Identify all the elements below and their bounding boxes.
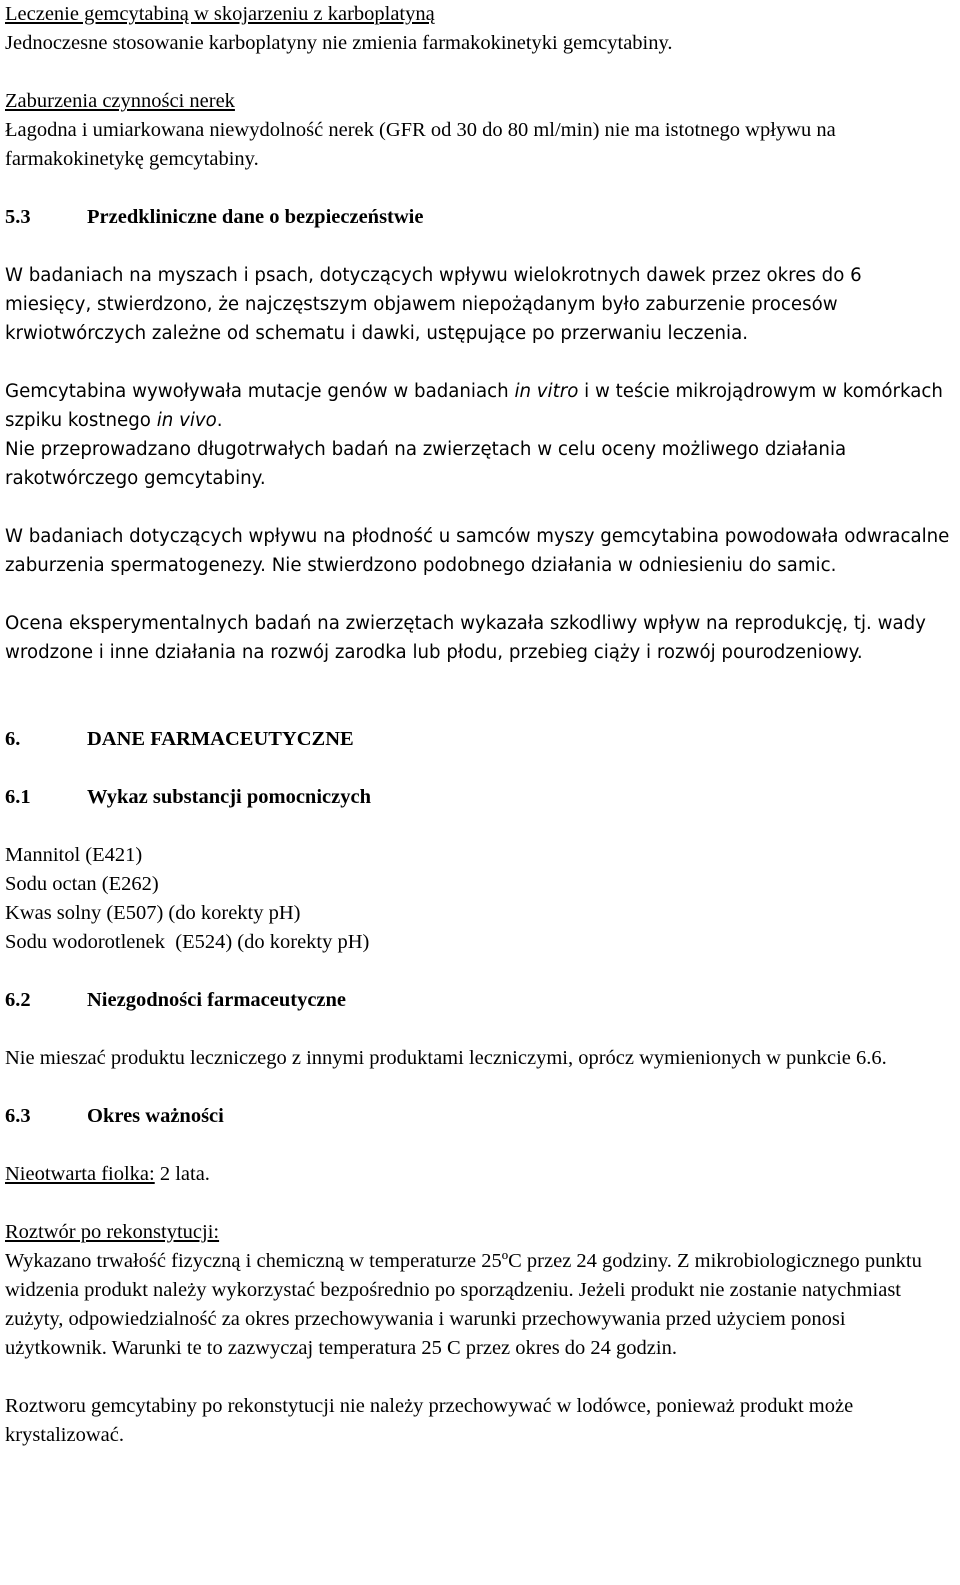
excipient-item: Mannitol (E421) (5, 844, 143, 866)
section-title: Przedkliniczne dane o bezpieczeństwie (87, 206, 424, 228)
section-number: 6.2 (5, 989, 31, 1011)
incompatibilities-text: Nie mieszać produktu leczniczego z innymi produktami leczniczymi, oprócz wymienionych w punkcie 6.6. (5, 1047, 887, 1069)
excipient-item: Sodu octan (E262) (5, 873, 159, 895)
section-6-2-heading (5, 986, 950, 1015)
reconstitution-text: Wykazano trwałość fizyczną i chemiczną w temperaturze 25ºC przez 24 godziny. Z mikrobiologicznego punktu widzenia produkt należy wykorzystać bezpośrednio po sporządzeniu. Jeżeli produkt nie zostanie natychmiast zużyty, odpowiedzialność za okres przechowywania i warunki przechowywania przed użyciem ponosi użytkownik. Warunki te to zazwyczaj temperatura 25 C przez okres do 24 godzin. (5, 1250, 922, 1359)
preclinical-paragraph-5: Ocena eksperymentalnych badań na zwierzętach wykazała szkodliwy wpływ na reprodukcję, tj. wady wrodzone i inne działania na rozwój zarodka lub płodu, przebieg ciąży i rozwój pourodzeniowy. (5, 613, 926, 663)
text-carboplatin: Jednoczesne stosowanie karboplatyny nie zmienia farmakokinetyki gemcytabiny. (5, 32, 673, 54)
section-6-heading (5, 725, 950, 754)
unopened-value: 2 lata. (154, 1163, 210, 1185)
section-6-1-heading (5, 783, 950, 812)
text-renal: Łagodna i umiarkowana niewydolność nerek (GFR od 30 do 80 ml/min) nie ma istotnego wpływu na farmakokinetykę gemcytabiny. (5, 119, 836, 170)
section-number: 5.3 (5, 206, 31, 228)
preclinical-paragraph-4: W badaniach dotyczących wpływu na płodność u samców myszy gemcytabina powodowała odwracalne zaburzenia spermatogenezy. Nie stwierdzono podobnego działania w odniesieniu do samic. (5, 526, 950, 576)
section-title: Wykaz substancji pomocniczych (87, 786, 371, 808)
preclinical-paragraph-2: Gemcytabina wywoływała mutacje genów w badaniach in vitro i w teście mikrojądrowym w komórkach szpiku kostnego in vivo. (5, 381, 943, 431)
excipient-item: Kwas solny (E507) (do korekty pH) (5, 902, 301, 924)
section-number: 6.3 (5, 1105, 31, 1127)
section-number: 6.1 (5, 786, 31, 808)
section-number: 6. (5, 728, 21, 750)
section-6-3-heading (5, 1102, 950, 1131)
heading-renal: Zaburzenia czynności nerek (5, 90, 235, 112)
excipient-item: Sodu wodorotlenek (E524) (do korekty pH) (5, 931, 370, 953)
reconstitution-label: Roztwór po rekonstytucji: (5, 1221, 220, 1243)
heading-carboplatin: Leczenie gemcytabiną w skojarzeniu z karboplatyną (5, 3, 435, 25)
preclinical-paragraph-1: W badaniach na myszach i psach, dotyczących wpływu wielokrotnych dawek przez okres do 6 miesięcy, stwierdzono, że najczęstszym objawem niepożądanym było zaburzenie procesów krwiotwórczych zależne od schematu i dawki, ustępujące po przerwaniu leczenia. (5, 265, 862, 344)
section-title: Okres ważności (87, 1105, 224, 1127)
preclinical-paragraph-3: Nie przeprowadzano długotrwałych badań na zwierzętach w celu oceny możliwego działania rakotwórczego gemcytabiny. (5, 439, 847, 489)
section-title: Niezgodności farmaceutyczne (87, 989, 347, 1011)
section-title: DANE FARMACEUTYCZNE (87, 728, 354, 750)
section-5-3-heading (5, 203, 950, 232)
shelf-life-unopened (5, 1160, 950, 1189)
document-page (5, 0, 950, 1450)
unopened-label: Nieotwarta fiolka: (5, 1163, 155, 1185)
storage-warning: Roztworu gemcytabiny po rekonstytucji nie należy przechowywać w lodówce, ponieważ produkt może krystalizować. (5, 1395, 854, 1446)
